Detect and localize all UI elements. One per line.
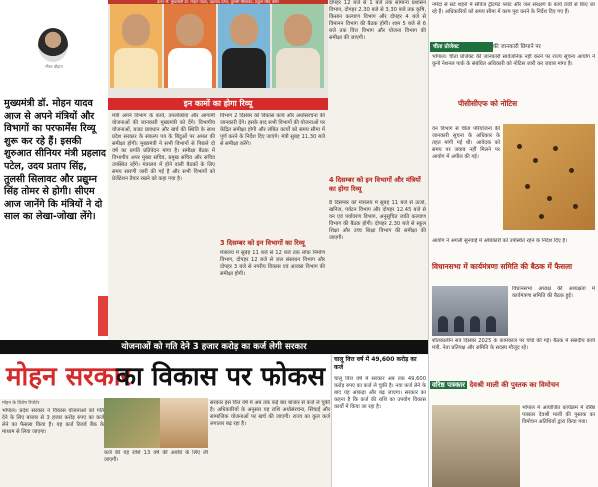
photo-cm <box>110 4 162 88</box>
cheetah-paragraph-2: वन विभाग से चीता परियोजना की जानकारी सूचना के अधिकार के तहत मांगी गई थी। आवेदक को समय पर जवाब नहीं मिलने पर आयोग में अपील की गई। <box>432 126 500 160</box>
cheetah-paragraph-3: आयोग ने अगली सुनवाई में अधिकारी को उपस्थित रहने के निर्देश दिए हैं। <box>432 238 568 244</box>
decorative-bar <box>98 296 108 336</box>
book-launch-headline <box>430 380 596 402</box>
assembly-headline: विधानसभा में कार्यमंत्रणा समिति की बैठक में फैसला <box>432 262 573 271</box>
middle-column-top: दोपहर 12 बजे से 1 बजे तक सामान्य प्रशासन विभाग, दोपहर 2.30 बजे से 3.30 बजे तक कृषि, किसान कल्याण विभाग और दोपहर 4 बजे से विमानन विभाग की बैठक होगी। शाम 5 बजे से 6 बजे तक वित्त विभाग और योजना विभाग की समीक्षा की जाएगी। <box>329 0 426 41</box>
cheetah-tag: चीता प्रोजेक्ट <box>430 42 493 52</box>
book-launch-headline-text: देवश्री माली की पुस्तक का विमोचन <box>469 381 560 389</box>
right-top-text: नर्मदा से सटे शहरों में सीवेज ट्रीटमेंट प्लांट और जल संरक्षण के कार्य तेजी से किए जा रहे हैं। अधिकारियों को समय सीमा में काम पूरा करने के निर्देश दिए गए हैं। <box>432 2 595 15</box>
side-box-text: चालू वित्त वर्ष में सरकार अब तक 49,600 करोड़ रुपए का कर्ज ले चुकी है। नया कर्ज लेने के बाद यह आंकड़ा और बढ़ जाएगा। सरकार का कहना है कि कर्ज की राशि का उपयोग विकास कार्यों में किया जा रहा है। <box>334 376 426 410</box>
book-launch-photo <box>432 405 520 487</box>
lead-paragraph: मुख्यमंत्री डॉ. मोहन यादव आज से अपने मंत्रियों और विभागों का परफार्मेंस रिव्यू शुरू कर रहे हैं। इसकी शुरुआत सीनियर मंत्री प्रहलाद पटेल, उदय प्रताप सिंह, तुलसी सिलावट और प्रद्युम्न सिंह तोमर से होगी। सीएम आज जानेंगे कि मंत्रियों ने दो साल का लेखा-जोखा लेंगे। <box>4 98 106 223</box>
photo-minister-3 <box>272 4 324 88</box>
author-avatar <box>38 28 68 62</box>
bottom-column-2: कर्ज की यह राशि 13 वर्ष की अवधि के लिए ली जाएगी। <box>104 450 208 463</box>
photo-minister-2 <box>218 4 270 88</box>
assembly-paragraph-1: विधानसभा अध्यक्ष की अध्यक्षता में कार्यमंत्रणा समिति की बैठक हुई। <box>512 286 595 299</box>
review-column-b: विभाग 2 दिसंबर को विकास कार्य और अधोसंरचना की जानकारी देंगे। इसके बाद सभी विभागों की योजनाओं पर केंद्रित समीक्षा होगी और लंबित कार्यों को समय सीमा में पूर्ण करने के निर्देश दिए जाएंगे। मंत्री सुबह 11.30 बजे से समीक्षा करेंगे। <box>220 113 325 147</box>
author-name: गौरव चौहान <box>45 64 63 69</box>
meeting-photo <box>432 286 508 336</box>
cash-photo <box>104 398 162 448</box>
cheetah-photo <box>503 124 595 230</box>
bottom-author: मोहन के विशेष रिपोर्टर <box>2 401 40 406</box>
cm-photo <box>160 398 208 448</box>
headline-red: मोहन सरकार <box>6 362 132 392</box>
book-launch-paragraph: भोपाल में आयोजित कार्यक्रम में वरिष्ठ पत्रकार देवश्री माली की पुस्तक का विमोचन अतिथियों द्वारा किया गया। <box>522 405 595 425</box>
photo-minister-1 <box>164 4 216 88</box>
photo-caption: ऊपर से: मुख्यमंत्री डॉ. मोहन यादव, प्रहलाद पटेल, तुलसी सिलावट, प्रद्युम्न सिंह तोमर <box>108 0 328 4</box>
bottom-column-1: भोपाल। प्रदेश सरकार ने विकास योजनाओं को गति देने के लिए बाजार से 3 हजार करोड़ रुपए का कर्ज लेने का फैसला किया है। यह कर्ज रिजर्व बैंक के माध्यम से लिया जाएगा। <box>2 408 104 435</box>
cheetah-paragraph-1: भोपाल। चीता प्रोजेक्ट की जानकारी सार्वजनिक नहीं करने पर राज्य सूचना आयोग ने कूनो नेशनल पार्क के संबंधित अधिकारी को नोटिस जारी कर जवाब मांगा है। <box>432 54 595 67</box>
loan-banner: योजनाओं को गति देने 3 हजार करोड़ का कर्ज लेगी सरकार <box>0 340 428 354</box>
review-column-b2: मंत्रालय में सुबह 11 बजे से 12 बजे तक लोक निर्माण विभाग, दोपहर 12 बजे से जल संसाधन विभाग और दोपहर 3 बजे से नगरीय विकास एवं आवास विभाग की समीक्षा होगी। <box>220 250 325 277</box>
minister-photos <box>108 0 328 98</box>
review-column-a: मंत्री अपने विभाग के कार्य, उपलब्धियां और आगामी योजनाओं की जानकारी मुख्यमंत्री को देंगे। विभागीय योजनाओं, बजट प्रावधान और खर्च की स्थिति के साथ प्रदेश सरकार के संकल्प पत्र के बिंदुओं पर अमल की समीक्षा होगी। मुख्यमंत्री ने सभी विभागों से पिछले दो वर्ष का प्रगति प्रतिवेदन मांगा है। समीक्षा बैठक में विभागीय अपर मुख्य सचिव, प्रमुख सचिव और सचिव उपस्थित रहेंगे। मंत्रालय में होने वाली बैठकों के लिए समय सारणी जारी की गई है और सभी विभागों को प्रेजेंटेशन तैयार रखने को कहा गया है। <box>112 113 215 182</box>
assembly-paragraph-2: शीतकालीन सत्र दिसंबर 2025 के कामकाज पर चर्चा की गई। बैठक में संसदीय कार्य मंत्री, नेता प्रतिपक्ष और समिति के सदस्य मौजूद रहे। <box>432 338 595 351</box>
subhead-dec3: 3 दिसम्बर को इन विभागों का रिव्यू <box>220 239 305 247</box>
cheetah-headline: की जानकारी छिपाने पर <box>493 44 541 50</box>
subhead-dec4: 4 दिसम्बर को इन विभागों और मंत्रियों का होगा रिव्यू <box>329 176 421 193</box>
review-section-header: इन कामों का होगा रिव्यू <box>108 98 328 110</box>
side-box-title: चालू वित्त वर्ष में 49,600 करोड़ का कर्ज <box>334 356 417 371</box>
notice-headline: पीसीसीएफ को नोटिस <box>458 99 518 108</box>
middle-column-bottom: 8 दिसम्बर को मंत्रालय में सुबह 11 बजे से ऊर्जा, खनिज, पर्यटन विभाग और दोपहर 12.45 बजे से वन एवं पर्यावरण विभाग, अनुसूचित जाति कल्याण विभाग की बैठक होगी। दोपहर 2.30 बजे से स्कूल शिक्षा और उच्च शिक्षा विभाग की समीक्षा की जाएगी। <box>329 200 426 241</box>
journalist-tag: वरिष्ठ पत्रकार <box>432 381 466 389</box>
bottom-column-3: सरकार इस वित्त वर्ष में अब तक कई बार बाजार से कर्ज ले चुकी है। अधिकारियों के अनुसार यह राशि अधोसंरचना, सिंचाई और सामाजिक योजनाओं पर खर्च की जाएगी। राज्य का कुल कर्ज लगातार बढ़ रहा है। <box>210 400 330 427</box>
headline-black: का विकास पर फोकस <box>116 362 326 392</box>
